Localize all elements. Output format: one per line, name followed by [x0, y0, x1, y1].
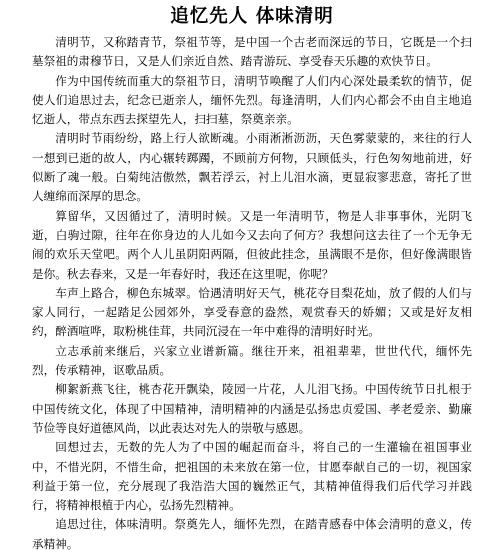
paragraph-9: 追思过往，体味清明。祭奠先人，缅怀先烈，在踏青感春中体会清明的意义，传承精神。	[32, 517, 472, 551]
paragraph-6: 立志承前来继后，兴家立业谱新篇。继往开来，祖祖辈辈，世世代代，缅怀先烈，传承精神，讴歌品质。	[32, 343, 472, 378]
paragraph-4: 算留华，又因循过了，清明时候。又是一年清明节，物是人非事事休，光阴飞逝，白驹过隙，往年在你身边的人儿如今又去向了何方？我想问这去往了一个无争无闹的欢乐天堂吧。两个人儿虽阴阳两隔，但彼此挂念，虽满眼不是你，但好像满眼皆是你。秋去春来，又是一年春好时，我还在这里呢，你呢？	[32, 208, 472, 281]
paragraph-7: 柳絮新燕飞往，桃杏花开飘染，陵园一片花，人儿泪飞扬。中国传统节日扎根于中国传统文化，体现了中国精神，清明精神的内涵是弘扬忠贞爱国、孝老爱亲、勤廉节俭等良好道德风尚，以此表达对先人的崇敬与感恩。	[32, 382, 472, 435]
paragraph-3: 清明时节雨纷纷，路上行人欲断魂。小雨淅淅沥沥，天色雾蒙蒙的，来往的行人一想到已逝的故人，内心辗转踯躅，不顾前方何物，只顾低头，行色匆匆地前进，好似断了魂一般。白菊纯洁傲然，飘若浮云，衬上儿泪水滴，更显寂寥悲意，寄托了世人缠绵而深厚的思念。	[32, 131, 472, 204]
paragraph-2: 作为中国传统而重大的祭祖节日，清明节唤醒了人们内心深处最柔软的情节，促使人们追思过去，纪念已逝亲人，缅怀先烈。每逢清明，人们内心都会不由自主地追忆逝人，带点东西去探望先人，扫扫墓，祭奠亲亲。	[32, 73, 472, 127]
paragraph-1: 清明节，又称踏青节，祭祖节等，是中国一个古老而深远的节日，它既是一个扫墓祭祖的肃穆节日，又是人们亲近自然、踏青游玩、享受春天乐趣的欢快节日。	[32, 35, 472, 69]
paragraph-5: 车声上路合，柳色东城翠。恰遇清明好天气，桃花夺目梨花灿，放了假的人们与家人同行，一起踏足公园郊外，享受春意的盎然，观赏春天的娇媚；又或是好友相约，醉酒喧哗，取粉桃佳茸，共同沉浸在一年中难得的清明好时光。	[32, 285, 472, 339]
document-title: 追忆先人 体味清明	[170, 6, 334, 27]
paragraph-8: 回想过去，无数的先人为了中国的崛起而奋斗，将自己的一生灌输在祖国事业中，不惜光阴，不惜生命，把祖国的未来放在第一位，甘愿奉献自己的一切，视国家利益于第一位，充分展现了我浩浩大国的巍然正气，其精神值得我们后代学习并践行，将精神根植于内心，弘扬先烈精神。	[32, 440, 472, 513]
